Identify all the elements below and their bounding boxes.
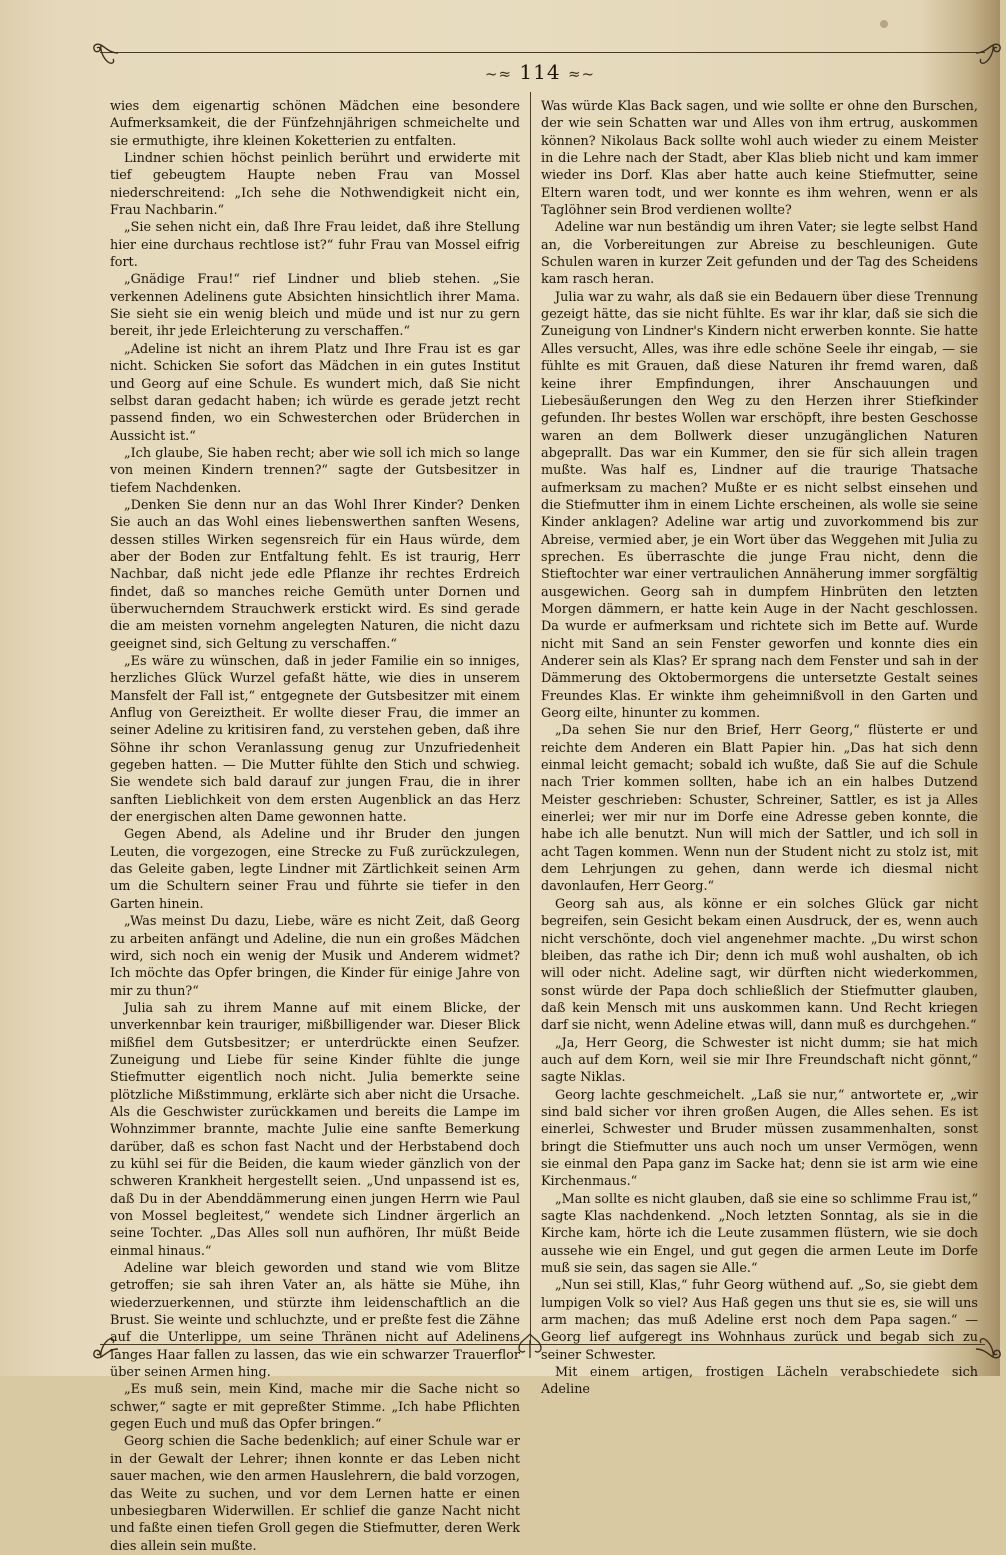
- paragraph: Was würde Klas Back sagen, und wie sollte er ohne den Burschen, der wie sein Schatten war und Alles von ihm ertrug, auskommen können? Nikolaus Back sollte wohl auch wieder zu einem Meister in die Lehre nach der Stadt, aber Klas blieb nicht und kam immer wieder ins Dorf. Klas aber hatte auch keine Stiefmutter, seine Eltern waren todt, und wer konnte es ihm wehren, wenn er als Taglöhner sein Brod verdienen wollte?: [541, 99, 978, 219]
- paragraph: „Nun sei still, Klas,“ fuhr Georg wüthend auf. „So, sie giebt dem lumpigen Volk so viel? Aus Haß gegen uns thut sie es, sie will uns arm machen; das muß Adeline erst noch dem Papa sagen.“ — Georg lief aufgeregt ins Wohnhaus zurück und begab sich zu seiner Schwester.: [541, 1278, 978, 1363]
- left-text-column: [110, 98, 520, 1554]
- paragraph: Georg schien die Sache bedenklich; auf einer Schule war er in der Gewalt der Lehrer; ihnen konnte er das Leben nicht sauer machen, wie den armen Hauslehrern, die bald vorzogen, das Weite zu suchen, und vor dem Lernen hatte er einen unbesiegbaren Widerwillen. Er schlief die ganze Nacht nicht und faßte einen tiefen Groll gegen die Stiefmutter, deren Werk dies allein sein mußte.: [110, 1434, 520, 1554]
- paragraph: Julia sah zu ihrem Manne auf mit einem Blicke, der unverkennbar kein trauriger, mißbilligender war. Dieser Blick mißfiel dem Gutsbesitzer; er unterdrückte einen Seufzer. Zuneigung und Liebe für seine Kinder fühlte die junge Stiefmutter eigentlich noch nicht. Julia bemerkte seine plötzliche Mißstimmung, erklärte sich aber nicht die Ursache. Als die Geschwister zurückkamen und bereits die Lampe im Wohnzimmer brannte, machte Julie eine sanfte Bemerkung darüber, daß es schon fast Nacht und der Herbstabend doch zu kühl sei für die Beiden, die kaum wieder gänzlich von der schweren Krankheit hergestellt seien. „Und unpassend ist es, daß Du in der Abenddämmerung einen jungen Herrn wie Paul von Mossel begleitest,“ wendete sich Lindner ärgerlich an seine Tochter. „Das Alles soll nun aufhören, Ihr müßt Beide einmal hinaus.“: [110, 1000, 520, 1259]
- paragraph: Mit einem artigen, frostigen Lächeln verabschiedete sich Adeline: [541, 1365, 978, 1398]
- right-text-column: [541, 98, 978, 1398]
- paragraph: „Denken Sie denn nur an das Wohl Ihrer Kinder? Denken Sie auch an das Wohl eines liebenswerthen sanften Wesens, dessen stilles Wirken segensreich für ein Haus würde, dem aber der Boden zur Entfaltung fehlt. Es ist traurig, Herr Nachbar, daß nicht jede edle Pflanze ihr rechtes Erdreich findet, daß so manches reiche Gemüth unter Dornen und überwucherndem Strauchwerk erstickt wird. Es sind gerade die am meisten vornehm angelegten Naturen, die nicht dazu geeignet sind, sich Geltung zu verschaffen.“: [110, 497, 520, 652]
- corner-flourish-icon: [972, 38, 1006, 72]
- paragraph: „Man sollte es nicht glauben, daß sie eine so schlimme Frau ist,“ sagte Klas nachdenkend. „Noch letzten Sonntag, als sie in die Kirche kam, hörte ich die Leute zusammen flüstern, wie sie doch aussehe wie ein Engel, und gut gegen die armen Leute im Dorfe muß sie sein, das sagen sie Alle.“: [541, 1191, 978, 1277]
- paragraph: Gegen Abend, als Adeline und ihr Bruder den jungen Leuten, die vorgezogen, eine Strecke zu Fuß zurückzulegen, das Geleite gaben, legte Lindner mit Zärtlichkeit seinen Arm um die Schultern seiner Frau und führte sie tiefer in den Garten hinein.: [110, 827, 520, 912]
- paragraph: Georg sah aus, als könne er ein solches Glück gar nicht begreifen, sein Gesicht bekam einen Ausdruck, der es, wenn auch nicht verschönte, doch viel angenehmer machte. „Du wirst schon bleiben, das rathe ich Dir; denn ich muß wohl aushalten, ob ich will oder nicht. Adeline sagt, wir dürften nicht wiederkommen, sonst würde der Papa doch schließlich der Stiefmutter glauben, daß kein Mensch mit uns auskommen kann. Und Recht kriegen darf sie nicht, wenn Adeline etwas will, dann muß es durchgehen.“: [541, 896, 978, 1034]
- paragraph: Adeline war bleich geworden und stand wie vom Blitze getroffen; sie sah ihren Vater an, als hätte sie Mühe, ihn wiederzuerkennen, und stürzte ihm leidenschaftlich an die Brust. Sie weinte und schluchzte, und er preßte fest die Zähne auf die Unterlippe, um seine Thränen nicht auf Adelinens langes Haar fallen zu lassen, das wie ein schwarzer Trauerflor über seinen Armen hing.: [110, 1261, 520, 1381]
- column-divider: [530, 92, 531, 1344]
- paragraph: „Da sehen Sie nur den Brief, Herr Georg,“ flüsterte er und reichte dem Anderen ein Blatt Papier hin. „Das hat sich denn einmal leicht gemacht; sobald ich wußte, daß Sie auf die Schule nach Trier kommen sollten, habe ich an ein halbes Dutzend Meister geschrieben: Schuster, Schreiner, Sattler, es ist ja Alles einerlei; wer mir nur im Dorfe eine Adresse geben konnte, die habe ich alle benutzt. Nun will mich der Sattler, und ich soll in acht Tagen kommen. Wenn nun der Student nicht zu stolz ist, mit dem Lehrjungen zu gehen, dann werde ich diesmal nicht davonlaufen, Herr Georg.“: [541, 723, 978, 895]
- paragraph: „Ich glaube, Sie haben recht; aber wie soll ich mich so lange von meinen Kindern trennen?“ sagte der Gutsbesitzer in tiefem Nachdenken.: [110, 445, 520, 496]
- page-number-flourish-left: ~: [484, 65, 499, 83]
- paragraph: „Sie sehen nicht ein, daß Ihre Frau leidet, daß ihre Stellung hier eine durchaus rechtlose ist?“ fuhr Frau van Mossel eifrig fort.: [110, 220, 520, 271]
- paragraph: Julia war zu wahr, als daß sie ein Bedauern über diese Trennung gezeigt hätte, das sie nicht fühlte. Es war ihr klar, daß sie sich die Zuneigung von Lindner's Kindern nicht erwerben konnte. Sie hatte Alles versucht, Alles, was ihre edle schöne Seele ihr eingab, — sie fühlte es mit Grauen, daß diese Naturen ihr fremd waren, daß keine ihrer Empfindungen, ihrer Anschauungen und Liebesäußerungen den Weg zu den Herzen ihrer Stiefkinder gefunden. Ihr bestes Wollen war erschöpft, ihre besten Geschosse waren an dem Bollwerk dieser unzugänglichen Naturen abgeprallt. Das war ein Kummer, den sie für sich allein tragen mußte. Was half es, Lindner auf die traurige Thatsache aufmerksam zu machen? Mußte er es nicht selbst einsehen und die Stiefmutter ihm in einem Lichte erscheinen, als wolle sie seine Kinder anklagen? Adeline war artig und zuvorkommend bis zur Abreise, vermied aber, je ein Wort über das Weggehen mit Julia zu sprechen. Es überraschte die junge Frau nicht, denn die Stieftochter war einer vertraulichen Annäherung immer sorgfältig ausgewichen. Georg sah in dumpfem Hinbrüten den letzten Morgen dämmern, er hatte kein Auge in der Nacht geschlossen. Da wurde er aufmerksam und richtete sich im Bette auf. Wurde nicht mit Sand an sein Fenster geworfen und konnte dies ein Anderer sein als Klas? Er sprang nach dem Fenster und sah in der Dämmerung des Oktobermorgens die untersetzte Gestalt seines Freundes Klas. Er winkte ihm geheimnißvoll in den Garten und Georg eilte, hinunter zu kommen.: [541, 289, 978, 722]
- paragraph: Adeline war nun beständig um ihren Vater; sie legte selbst Hand an, die Vorbereitungen zur Abreise zu beschleunigen. Gute Schulen waren in kurzer Zeit gefunden und der Tag des Scheidens kam rasch heran.: [541, 220, 978, 288]
- paragraph: wies dem eigenartig schönen Mädchen eine besondere Aufmerksamkeit, die der Fünfzehnjährigen schmeichelte und sie ermuthigte, ihre kleinen Koketterien zu entfalten.: [110, 99, 520, 149]
- paragraph: Georg lachte geschmeichelt. „Laß sie nur,“ antwortete er, „wir sind bald sicher vor ihren großen Augen, die Alles sehen. Es ist einerlei, Schwester und Bruder müssen zusammenhalten, sonst bringt die Stiefmutter uns auch noch um unser Vermögen, wenn sie einmal den Papa ganz im Sacke hat; denn sie ist arm wie eine Kirchenmaus.“: [541, 1087, 978, 1190]
- corner-flourish-icon: [88, 38, 122, 72]
- paragraph: Lindner schien höchst peinlich berührt und erwiderte mit tief gebeugtem Haupte neben Frau van Mossel niederschreitend: „Ich sehe die Nothwendigkeit nicht ein, Frau Nachbarin.“: [110, 151, 520, 219]
- paragraph: „Adeline ist nicht an ihrem Platz und Ihre Frau ist es gar nicht. Schicken Sie sofort das Mädchen in ein gutes Institut und Georg auf eine Schule. Es wundert mich, daß Sie nicht selbst daran gedacht haben; ich würde es gerade jetzt recht passend finden, wo ein Schwesterchen oder Brüderchen in Aussicht ist.“: [110, 341, 520, 444]
- paragraph: „Es wäre zu wünschen, daß in jeder Familie ein so inniges, herzliches Glück Wurzel gefaßt hätte, wie dies in unserem Mansfelt der Fall ist,“ entgegnete der Gutsbesitzer mit einem Anflug von Gereiztheit. Er wollte dieser Frau, die immer an seiner Adeline zu kritisiren fand, zu verstehen geben, daß ihre Söhne ihr schon Veranlassung genug zur Unzufriedenheit gegeben hatten. — Die Mutter fühlte den Stich und schwieg. Sie wendete sich bald darauf zur jungen Frau, die in ihrer sanften Lieblichkeit von dem ersten Augenblick an das Herz der energischen alten Dame gewonnen hatte.: [110, 654, 520, 826]
- paragraph: „Es muß sein, mein Kind, mache mir die Sache nicht so schwer,“ sagte er mit gepreßter Stimme. „Ich habe Pflichten gegen Euch und muß das Opfer bringen.“: [110, 1382, 520, 1433]
- paragraph: „Was meinst Du dazu, Liebe, wäre es nicht Zeit, daß Georg zu arbeiten anfängt und Adeline, die nun ein großes Mädchen wird, sich noch ein wenig der Musik und Anderem widmet? Ich möchte das Opfer bringen, die Kinder für einige Jahre von mir zu thun?“: [110, 914, 520, 999]
- paper-stain: [880, 20, 888, 28]
- page-number: ~≈ 114 ≈~: [484, 60, 596, 84]
- paragraph: „Ja, Herr Georg, die Schwester ist nicht dumm; sie hat mich auch auf dem Korn, weil sie mir Ihre Freundschaft nicht gönnt,“ sagte Niklas.: [541, 1035, 978, 1086]
- page-number-flourish-right: ~: [581, 65, 596, 83]
- paragraph: „Gnädige Frau!“ rief Lindner und blieb stehen. „Sie verkennen Adelinens gute Absichten hinsichtlich ihrer Mama. Sie sieht sie ein wenig bleich und müde und ist nur zu gern bereit, ihr jede Erleichterung zu verschaffen.“: [110, 272, 520, 340]
- top-rule: [100, 52, 985, 53]
- page-number-text: 114: [519, 60, 561, 84]
